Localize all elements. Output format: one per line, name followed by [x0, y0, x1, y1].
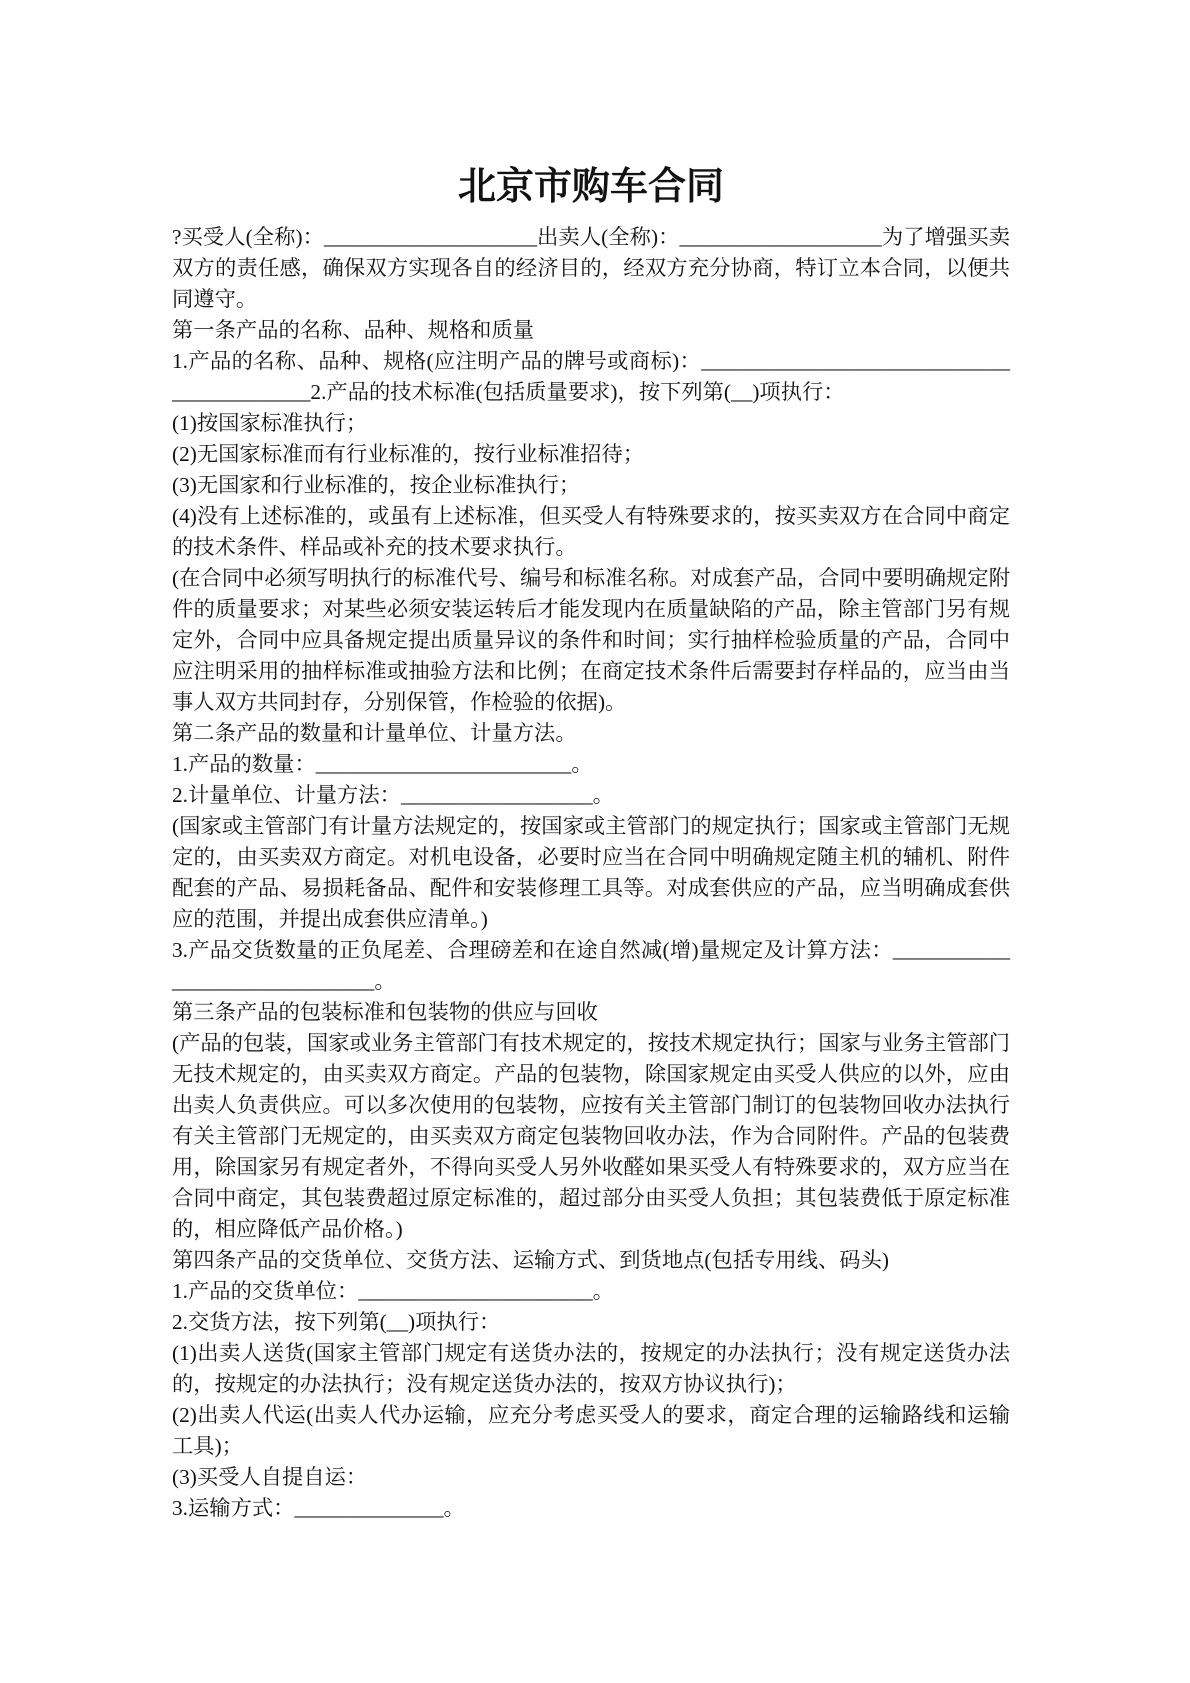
clause-4-option-2: (2)出卖人代运(出卖人代办运输，应充分考虑买受人的要求，商定合理的运输路线和运输工具)； [172, 1403, 1010, 1458]
contract-title: 北京市购车合同 [457, 166, 724, 208]
intro-paragraph: ?买受人(全称)：____________________出卖人(全称)：___________________为了增强买卖双方的责任感，确保双方实现各自的经济目的，经双方充分协商，特订立本合同，以便共同遵守。 [172, 225, 1010, 311]
clause-4-option-1: (1)出卖人送货(国家主管部门规定有送货办法的，按规定的办法执行；没有规定送货办法的，按规定的办法执行；没有规定送货办法的，按双方协议执行)； [172, 1341, 1010, 1396]
clause-2-item-1: 1.产品的数量：________________________。 [172, 752, 593, 776]
clause-2-note: (国家或主管部门有计量方法规定的，按国家或主管部门的规定执行；国家或主管部门无规定的，由买卖双方商定。对机电设备，必要时应当在合同中明确规定随主机的辅机、附件配套的产品、易损耗备品、配件和安装修理工具等。对成套供应的产品，应当明确成套供应的范围，并提出成套供应清单。) [172, 814, 1010, 931]
contract-body [172, 222, 1010, 1524]
clause-1-note: (在合同中必须写明执行的标准代号、编号和标准名称。对成套产品，合同中要明确规定附件的质量要求；对某些必须安装运转后才能发现内在质量缺陷的产品，除主管部门另有规定外，合同中应具备规定提出质量异议的条件和时间；实行抽样检验质量的产品，合同中应注明采用的抽样标准或抽验方法和比例；在商定技术条件后需要封存样品的，应当由当事人双方共同封存，分别保管，作检验的依据)。 [172, 566, 1010, 714]
clause-3-note: (产品的包装，国家或业务主管部门有技术规定的，按技术规定执行；国家与业务主管部门无技术规定的，由买卖双方商定。产品的包装物，除国家规定由买受人供应的以外，应由出卖人负责供应。可以多次使用的包装物，应按有关主管部门制订的包装物回收办法执行有关主管部门无规定的，由买卖双方商定包装物回收办法，作为合同附件。产品的包装费用，除国家另有规定者外，不得向买受人另外收醛如果买受人有特殊要求的，双方应当在合同中商定，其包装费超过原定标准的，超过部分由买受人负担；其包装费低于原定标准的，相应降低产品价格。) [172, 1031, 1010, 1241]
clause-1-option-2: (2)无国家标准而有行业标准的，按行业标准招待； [172, 442, 645, 466]
clause-2-item-2: 2.计量单位、计量方法：__________________。 [172, 783, 614, 807]
clause-3-heading: 第三条产品的包装标准和包装物的供应与回收 [172, 1000, 598, 1024]
clause-1-option-1: (1)按国家标准执行； [172, 411, 368, 435]
clause-1-item-1-2: 1.产品的名称、品种、规格(应注明产品的牌号或商标)：__________________________________________2.产品的技术标准(包括质量要求)，按下列第(__)项执行： [172, 349, 1010, 404]
clause-4-option-3: (3)买受人自提自运： [172, 1465, 368, 1489]
clause-2-item-3: 3.产品交货数量的正负尾差、合理磅差和在途自然减(增)量规定及计算方法：______________________________。 [172, 938, 1010, 993]
clause-1-option-4: (4)没有上述标准的，或虽有上述标准，但买受人有特殊要求的，按买卖双方在合同中商定的技术条件、样品或补充的技术要求执行。 [172, 504, 1010, 559]
clause-1-heading: 第一条产品的名称、品种、规格和质量 [172, 318, 535, 342]
clause-4-item-3: 3.运输方式：______________。 [172, 1496, 465, 1520]
clause-4-heading: 第四条产品的交货单位、交货方法、运输方式、到货地点(包括专用线、码头) [172, 1248, 889, 1272]
clause-1-option-3: (3)无国家和行业标准的，按企业标准执行； [172, 473, 581, 497]
clause-2-heading: 第二条产品的数量和计量单位、计量方法。 [172, 721, 577, 745]
clause-4-item-1: 1.产品的交货单位：______________________。 [172, 1279, 614, 1303]
clause-4-item-2: 2.交货方法，按下列第(__)项执行： [172, 1310, 501, 1334]
